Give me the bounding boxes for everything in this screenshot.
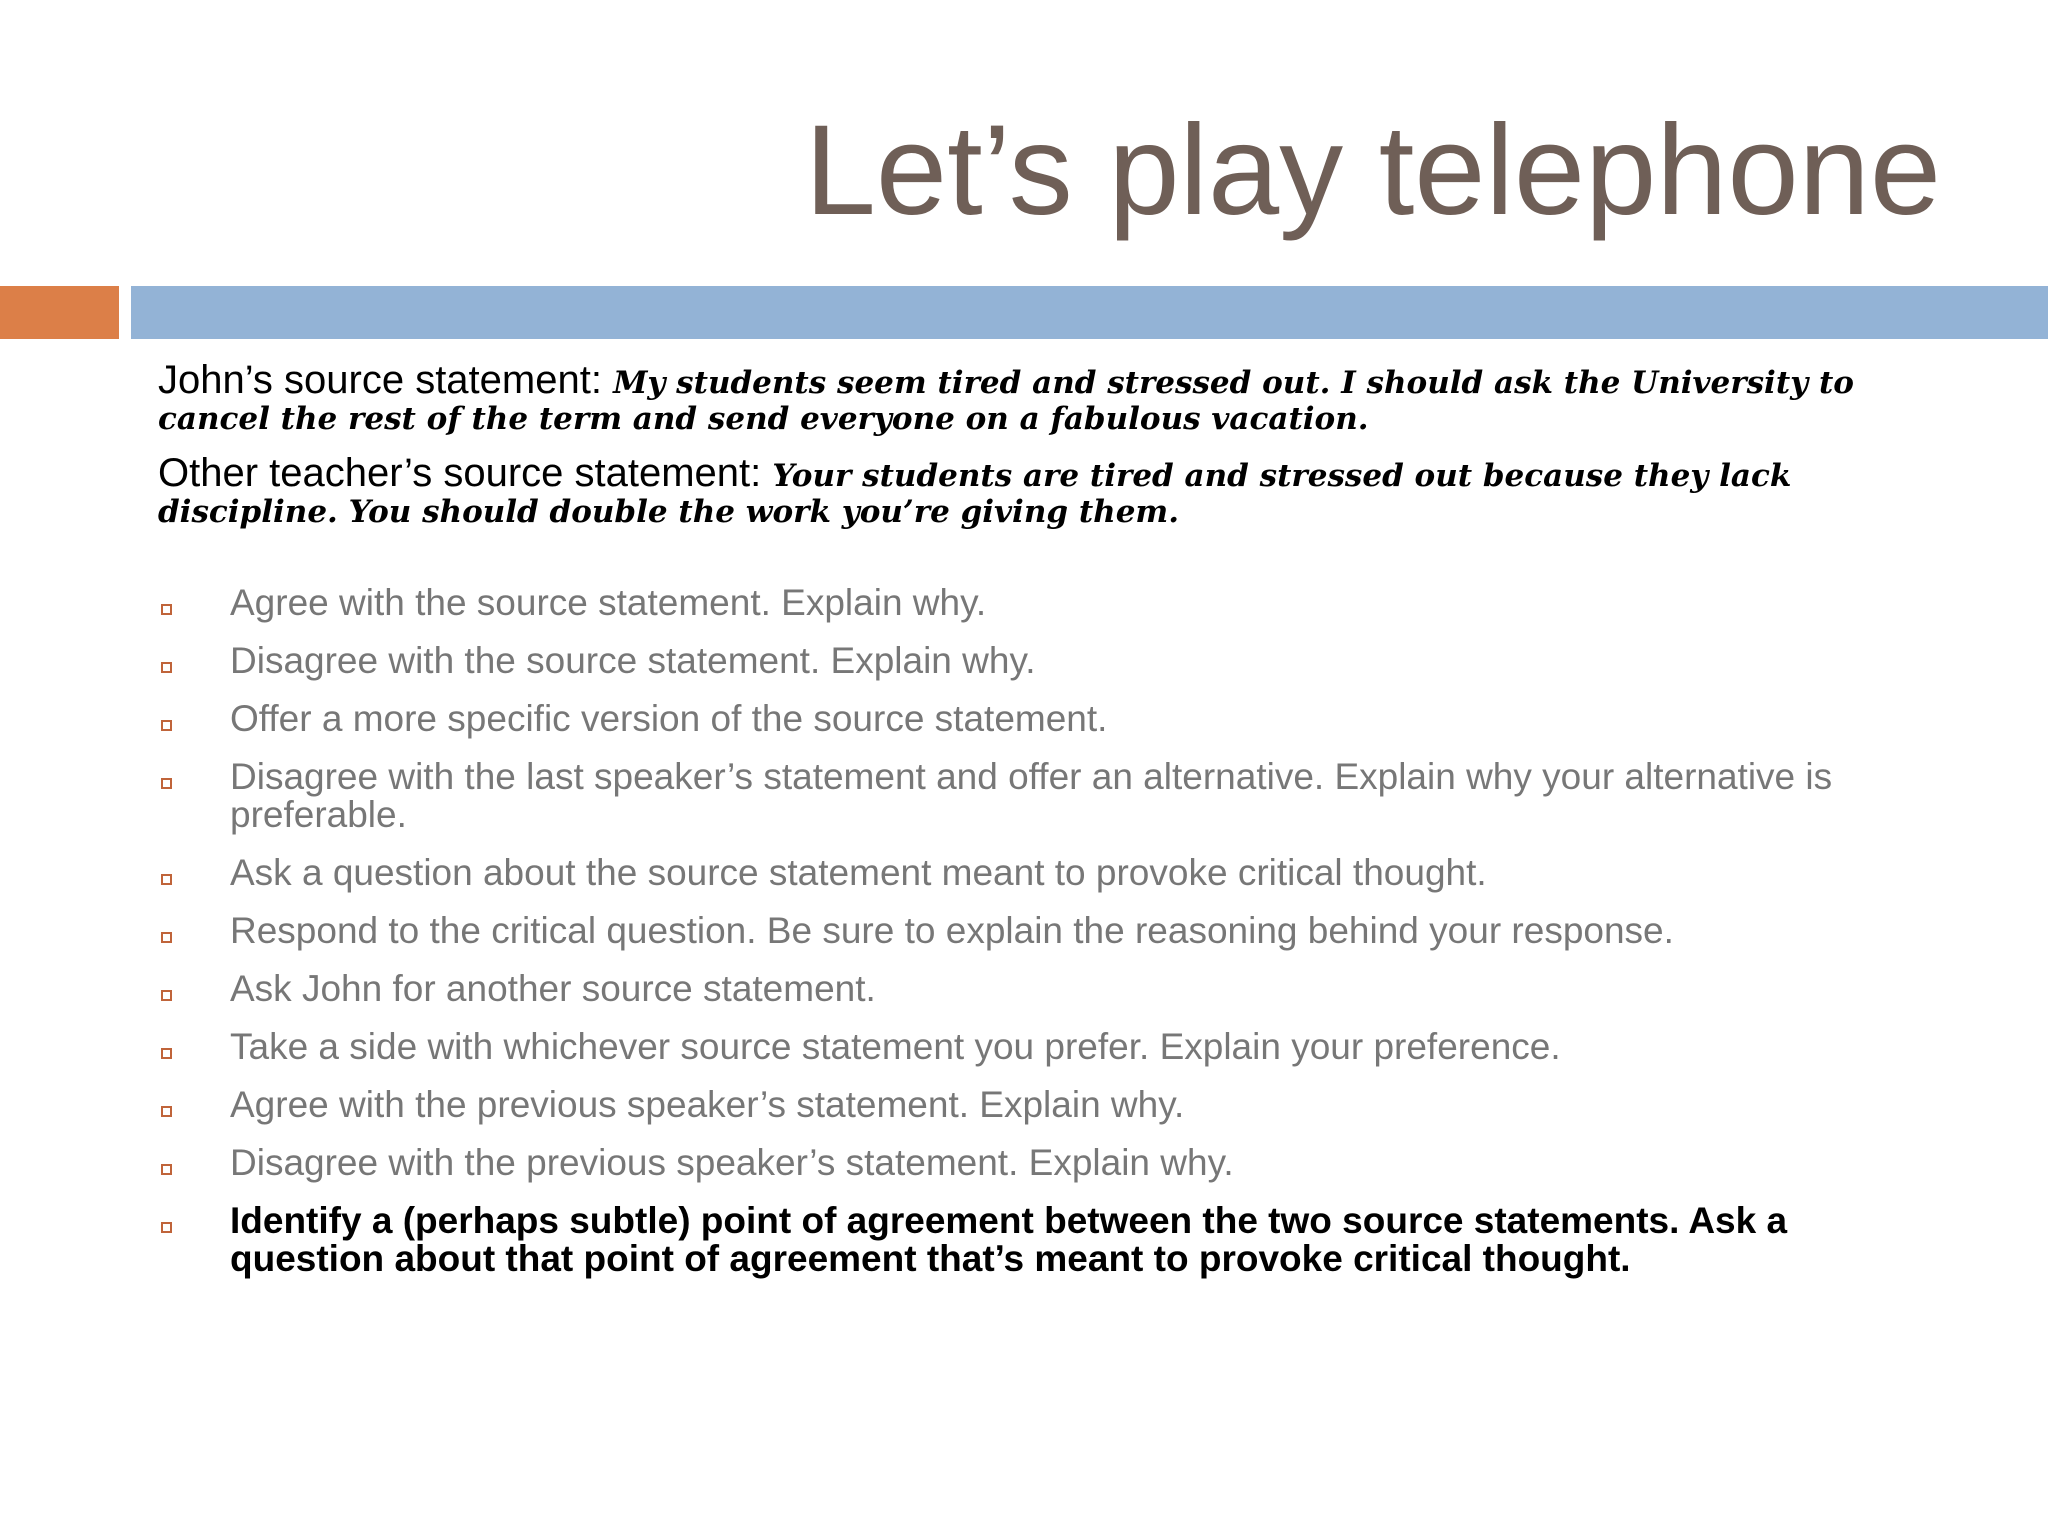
task-text: Ask a question about the source statement meant to provoke critical thought. xyxy=(230,852,1487,893)
task-item xyxy=(158,1086,1938,1124)
hollow-square-bullet-icon xyxy=(161,874,172,885)
hollow-square-bullet-icon xyxy=(161,1164,172,1175)
hollow-square-bullet-icon xyxy=(161,1222,172,1233)
hollow-square-bullet-icon xyxy=(161,720,172,731)
task-item xyxy=(158,700,1938,738)
accent-bar-blue xyxy=(131,286,2048,339)
task-item xyxy=(158,854,1938,892)
hollow-square-bullet-icon xyxy=(161,1048,172,1059)
hollow-square-bullet-icon xyxy=(161,1106,172,1117)
hollow-square-bullet-icon xyxy=(161,662,172,673)
task-text: Ask John for another source statement. xyxy=(230,968,876,1009)
task-list xyxy=(158,584,1938,1298)
hollow-square-bullet-icon xyxy=(161,604,172,615)
source-label: Other teacher’s source statement: xyxy=(158,451,773,495)
task-text: Take a side with whichever source statement you prefer. Explain your preference. xyxy=(230,1026,1561,1067)
task-item xyxy=(158,1028,1938,1066)
task-text: Agree with the previous speaker’s statement. Explain why. xyxy=(230,1084,1185,1125)
task-text: Offer a more specific version of the source statement. xyxy=(230,698,1108,739)
task-text: Disagree with the last speaker’s statement and offer an alternative. Explain why your alternative is preferable. xyxy=(230,756,1833,835)
task-text: Disagree with the previous speaker’s statement. Explain why. xyxy=(230,1142,1234,1183)
task-item xyxy=(158,912,1938,950)
task-item-emphasized xyxy=(158,1202,1938,1278)
hollow-square-bullet-icon xyxy=(161,932,172,943)
source-label: John’s source statement: xyxy=(158,358,614,402)
source-text: Your students are tired and stressed out because they lack discipline. You should double the work you’re giving them. xyxy=(158,458,1792,530)
hollow-square-bullet-icon xyxy=(161,778,172,789)
task-item xyxy=(158,970,1938,1008)
hollow-square-bullet-icon xyxy=(161,990,172,1001)
task-item xyxy=(158,642,1938,680)
accent-bar-orange xyxy=(0,286,119,339)
task-text: Agree with the source statement. Explain why. xyxy=(230,582,987,623)
task-text: Respond to the critical question. Be sure to explain the reasoning behind your response. xyxy=(230,910,1674,951)
other-teacher-source-statement xyxy=(158,451,1918,530)
john-source-statement xyxy=(158,358,1918,437)
task-item xyxy=(158,758,1938,834)
slide-title: Let’s play telephone xyxy=(804,99,1941,242)
source-text: My students seem tired and stressed out. I should ask the University to cancel the rest of the term and send everyone on a fabulous vacation. xyxy=(158,365,1854,437)
task-item xyxy=(158,1144,1938,1182)
task-text: Disagree with the source statement. Explain why. xyxy=(230,640,1036,681)
task-item xyxy=(158,584,1938,622)
task-text: Identify a (perhaps subtle) point of agreement between the two source statements. Ask a question about that point of agreement that’s meant to provoke critical thought. xyxy=(230,1200,1788,1279)
